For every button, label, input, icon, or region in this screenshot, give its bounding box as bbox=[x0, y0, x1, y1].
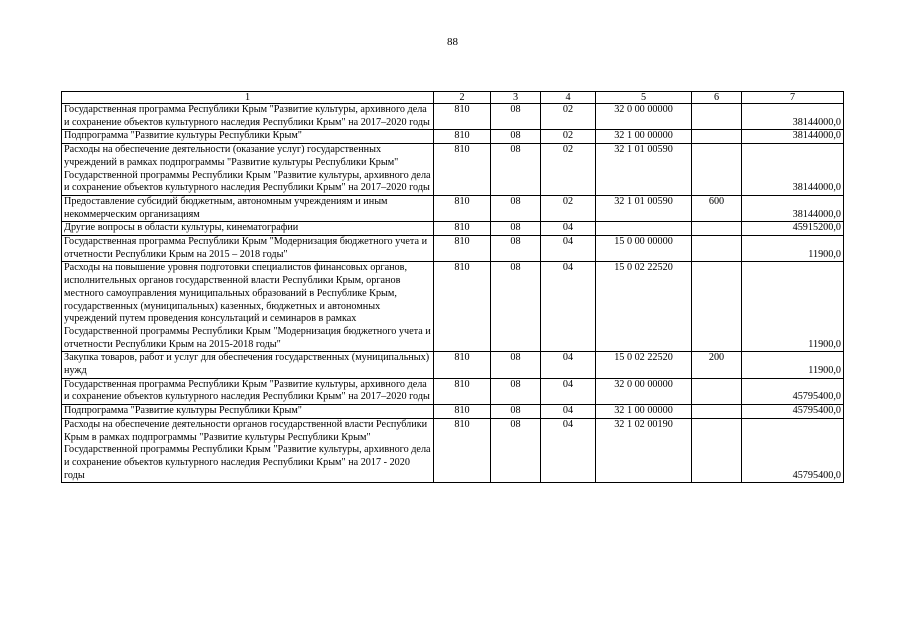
row-section-code: 08 bbox=[491, 195, 541, 221]
row-section-code: 08 bbox=[491, 418, 541, 483]
table-row bbox=[62, 405, 844, 419]
row-expense-type: 600 bbox=[692, 195, 742, 221]
table-row bbox=[62, 418, 844, 483]
column-header: 2 bbox=[434, 92, 491, 104]
row-subsection-code: 02 bbox=[541, 104, 596, 130]
table-row bbox=[62, 130, 844, 144]
column-header: 7 bbox=[742, 92, 844, 104]
row-amount: 45915200,0 bbox=[742, 222, 844, 236]
page-number: 88 bbox=[447, 36, 458, 48]
row-admin-code: 810 bbox=[434, 222, 491, 236]
table-row bbox=[62, 222, 844, 236]
row-subsection-code: 04 bbox=[541, 418, 596, 483]
row-expense-type: 200 bbox=[692, 352, 742, 378]
row-section-code: 08 bbox=[491, 405, 541, 419]
row-subsection-code: 02 bbox=[541, 195, 596, 221]
column-header: 1 bbox=[62, 92, 434, 104]
row-admin-code: 810 bbox=[434, 405, 491, 419]
row-amount: 11900,0 bbox=[742, 262, 844, 352]
row-description: Расходы на повышение уровня подготовки специалистов финансовых органов, исполнительных органов государственной власти Республики Крым, органов местного самоуправления муниципальных образований в Республике Крым, государственных (муниципальных) казенных, бюджетных и автономных учреждений путем проведения консультаций и семинаров в рамках Государственной программы Республики Крым "Модернизация бюджетного учета и отчетности Республики Крым на 2015-2018 годы" bbox=[62, 262, 434, 352]
row-amount: 38144000,0 bbox=[742, 104, 844, 130]
row-subsection-code: 04 bbox=[541, 262, 596, 352]
row-amount: 45795400,0 bbox=[742, 405, 844, 419]
table-row bbox=[62, 104, 844, 130]
row-section-code: 08 bbox=[491, 130, 541, 144]
row-section-code: 08 bbox=[491, 104, 541, 130]
row-subsection-code: 04 bbox=[541, 405, 596, 419]
column-header: 3 bbox=[491, 92, 541, 104]
row-subsection-code: 04 bbox=[541, 378, 596, 404]
row-target-article: 32 0 00 00000 bbox=[596, 378, 692, 404]
row-target-article bbox=[596, 222, 692, 236]
row-target-article: 32 1 00 00000 bbox=[596, 130, 692, 144]
row-description: Предоставление субсидий бюджетным, автономным учреждениям и иным некоммерческим организациям bbox=[62, 195, 434, 221]
row-amount: 38144000,0 bbox=[742, 195, 844, 221]
row-section-code: 08 bbox=[491, 352, 541, 378]
row-admin-code: 810 bbox=[434, 104, 491, 130]
column-header: 5 bbox=[596, 92, 692, 104]
row-target-article: 32 1 02 00190 bbox=[596, 418, 692, 483]
row-admin-code: 810 bbox=[434, 262, 491, 352]
row-expense-type bbox=[692, 144, 742, 196]
row-subsection-code: 04 bbox=[541, 222, 596, 236]
row-section-code: 08 bbox=[491, 236, 541, 262]
row-target-article: 32 1 00 00000 bbox=[596, 405, 692, 419]
row-expense-type bbox=[692, 378, 742, 404]
row-expense-type bbox=[692, 130, 742, 144]
row-description: Расходы на обеспечение деятельности (оказание услуг) государственных учреждений в рамках подпрограммы "Развитие культуры Республики Крым" Государственной программы Республики Крым "Развитие культуры, архивного дела и сохранение объектов культурного наследия Республики Крым" на 2017–2020 годы bbox=[62, 144, 434, 196]
row-admin-code: 810 bbox=[434, 130, 491, 144]
row-description: Подпрограмма "Развитие культуры Республики Крым" bbox=[62, 405, 434, 419]
row-description: Государственная программа Республики Крым "Развитие культуры, архивного дела и сохранение объектов культурного наследия Республики Крым" на 2017–2020 годы bbox=[62, 104, 434, 130]
row-subsection-code: 04 bbox=[541, 352, 596, 378]
row-expense-type bbox=[692, 418, 742, 483]
row-section-code: 08 bbox=[491, 144, 541, 196]
row-amount: 38144000,0 bbox=[742, 130, 844, 144]
row-amount: 45795400,0 bbox=[742, 378, 844, 404]
column-header: 4 bbox=[541, 92, 596, 104]
row-amount: 11900,0 bbox=[742, 236, 844, 262]
row-description: Расходы на обеспечение деятельности органов государственной власти Республики Крым в рамках подпрограммы "Развитие культуры Республики Крым" Государственной программы Республики Крым "Развитие культуры, архивного дела и сохранение объектов культурного наследия Республики Крым" на 2017 - 2020 годы bbox=[62, 418, 434, 483]
row-target-article: 32 1 01 00590 bbox=[596, 195, 692, 221]
row-subsection-code: 02 bbox=[541, 130, 596, 144]
row-admin-code: 810 bbox=[434, 236, 491, 262]
row-admin-code: 810 bbox=[434, 144, 491, 196]
row-description: Подпрограмма "Развитие культуры Республики Крым" bbox=[62, 130, 434, 144]
row-description: Государственная программа Республики Крым "Развитие культуры, архивного дела и сохранение объектов культурного наследия Республики Крым" на 2017–2020 годы bbox=[62, 378, 434, 404]
budget-table bbox=[61, 91, 844, 483]
table-row bbox=[62, 262, 844, 352]
row-target-article: 15 0 02 22520 bbox=[596, 262, 692, 352]
row-amount: 11900,0 bbox=[742, 352, 844, 378]
row-target-article: 15 0 00 00000 bbox=[596, 236, 692, 262]
row-description: Государственная программа Республики Крым "Модернизация бюджетного учета и отчетности Республики Крым на 2015 – 2018 годы" bbox=[62, 236, 434, 262]
table-row bbox=[62, 236, 844, 262]
row-target-article: 15 0 02 22520 bbox=[596, 352, 692, 378]
header-row bbox=[62, 92, 844, 104]
table-row bbox=[62, 352, 844, 378]
row-subsection-code: 02 bbox=[541, 144, 596, 196]
row-admin-code: 810 bbox=[434, 418, 491, 483]
row-target-article: 32 0 00 00000 bbox=[596, 104, 692, 130]
row-admin-code: 810 bbox=[434, 378, 491, 404]
row-expense-type bbox=[692, 236, 742, 262]
row-expense-type bbox=[692, 104, 742, 130]
row-subsection-code: 04 bbox=[541, 236, 596, 262]
row-admin-code: 810 bbox=[434, 195, 491, 221]
row-amount: 38144000,0 bbox=[742, 144, 844, 196]
row-section-code: 08 bbox=[491, 262, 541, 352]
row-expense-type bbox=[692, 405, 742, 419]
row-description: Закупка товаров, работ и услуг для обеспечения государственных (муниципальных) нужд bbox=[62, 352, 434, 378]
row-admin-code: 810 bbox=[434, 352, 491, 378]
row-description: Другие вопросы в области культуры, кинематографии bbox=[62, 222, 434, 236]
column-header: 6 bbox=[692, 92, 742, 104]
row-target-article: 32 1 01 00590 bbox=[596, 144, 692, 196]
row-section-code: 08 bbox=[491, 378, 541, 404]
table-row bbox=[62, 378, 844, 404]
row-section-code: 08 bbox=[491, 222, 541, 236]
table-row bbox=[62, 195, 844, 221]
row-expense-type bbox=[692, 262, 742, 352]
row-expense-type bbox=[692, 222, 742, 236]
table-row bbox=[62, 144, 844, 196]
row-amount: 45795400,0 bbox=[742, 418, 844, 483]
